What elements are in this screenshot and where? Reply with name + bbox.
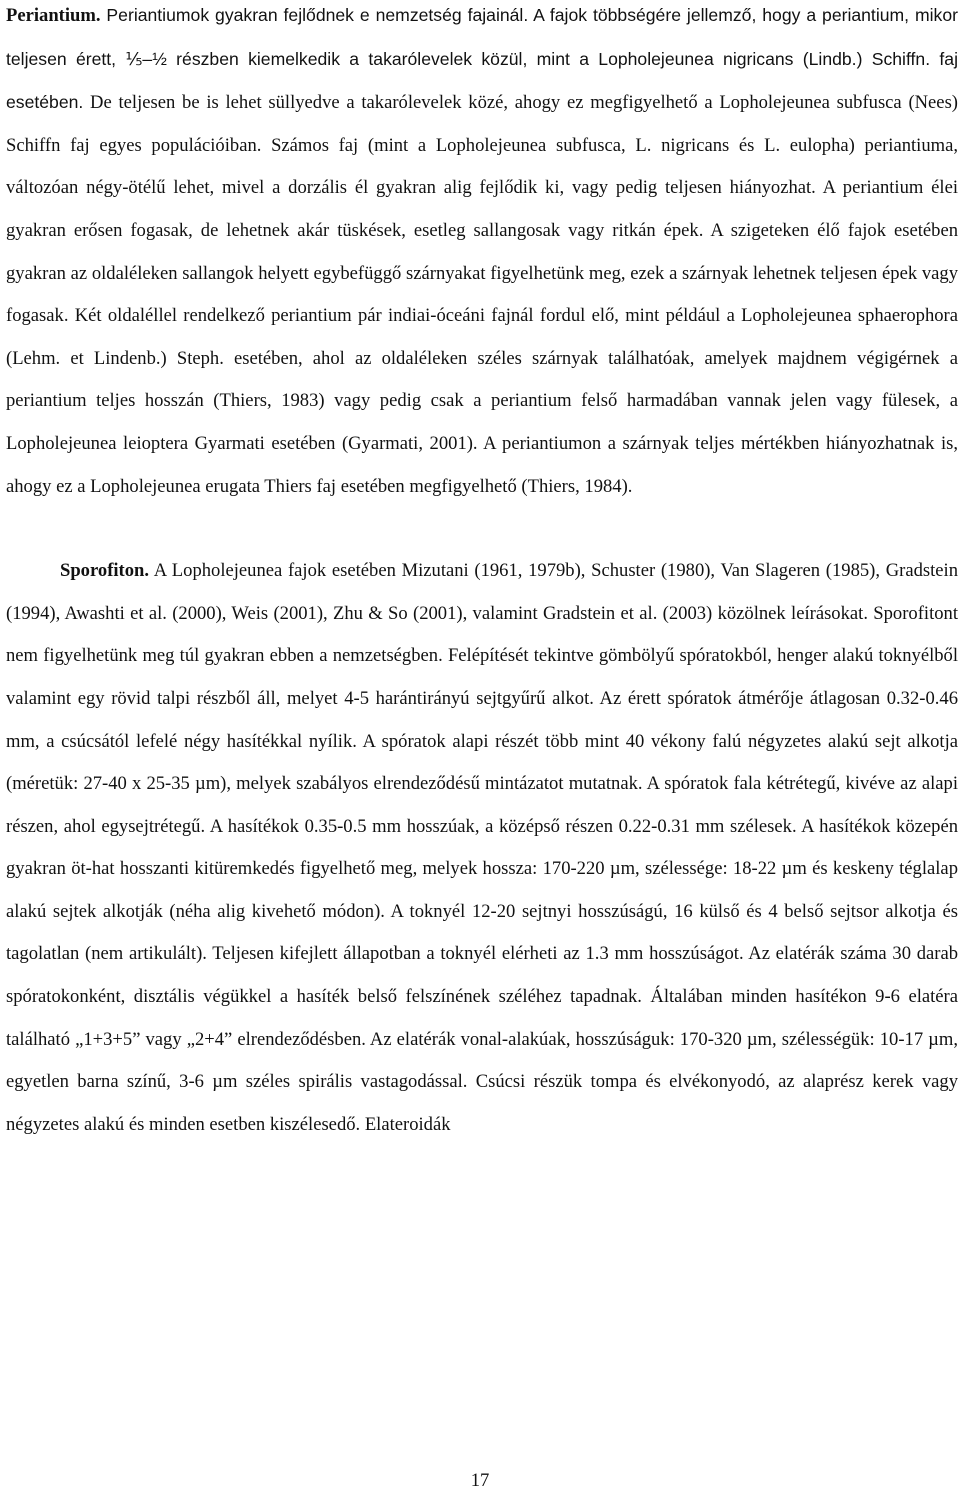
periantium-text-part2: De teljesen be is lehet süllyedve a takarólevelek közé, ahogy ez megfigyelhető a Lopholejeunea subfusca (Nees) Schiffn faj egyes populációiban. Számos faj (mint a Lopholejeunea subfusca, L. nigricans és L. eulopha) periantiuma, változóan négy-ötélű lehet, mivel a dorzális él gyakran alig fejlődik ki, vagy pedig teljesen hiányozhat. A periantium élei gyakran erősen fogasak, de lehetnek akár tüskések, esetleg sallangosak vagy ritkán épek. A szigeteken élő fajok esetében gyakran az oldaléleken sallangok helyett egybefüggő szárnyakat figyelhetünk meg, ezek a szárnyak lehetnek teljesen épek vagy fogasak. Két oldaléllel rendelkező periantium pár indiai-óceáni fajnál fordul elő, mint például a Lopholejeunea sphaerophora (Lehm. et Lindenb.) Steph. esetében, ahol az oldaléleken széles szárnyak találhatóak, amelyek majdnem végigérnek a periantium teljes hosszán (Thiers, 1983) vagy pedig csak a periantium felső harmadában vannak jelen vagy fülesek, a Lopholejeunea leioptera Gyarmati esetében (Gyarmati, 2001). A periantiumon a szárnyak teljes mértékben hiányozhatnak is, ahogy ez a Lopholejeunea erugata Thiers faj esetében megfigyelhető (Thiers, 1984). bbox=[6, 92, 958, 497]
page-number: 17 bbox=[470, 1470, 490, 1491]
paragraph-sporofiton bbox=[6, 550, 958, 1146]
paragraph-gap bbox=[6, 508, 958, 550]
section-heading-sporofiton: Sporofiton. bbox=[60, 560, 150, 582]
document-page bbox=[6, 0, 958, 1146]
section-heading-periantium: Periantium. bbox=[6, 5, 101, 26]
paragraph-periantium bbox=[6, 0, 958, 508]
sporofiton-text: A Lopholejeunea fajok esetében Mizutani (1961, 1979b), Schuster (1980), Van Slageren (1985), Gradstein (1994), Awashti et al. (2000), Weis (2001), Zhu & So (2001), valamint Gradstein et al. (2003) közölnek leírásokat. Sporofitont nem figyelhetünk meg túl gyakran ebben a nemzetségben. Felépítését tekintve gömbölyű spóratokból, henger alakú toknyélből valamint egy rövid talpi részből áll, melyet 4-5 harántirányú sejtgyűrű alkot. Az érett spóratok átmérője átlagosan 0.32-0.46 mm, a csúcsától lefelé négy hasítékkal nyílik. A spóratok alapi részét több mint 40 vékony falú négyzetes alakú sejt alkotja (méretük: 27-40 x 25-35 µm), melyek szabályos elrendeződésű mintázatot mutatnak. A spóratok fala kétrétegű, kivéve az alapi részen, ahol egysejtrétegű. A hasítékok 0.35-0.5 mm hosszúak, a középső részen 0.22-0.31 mm szélesek. A hasítékok közepén gyakran öt-hat hosszanti kitüremkedés figyelhető meg, melyek hossza: 170-220 µm, szélessége: 18-22 µm és keskeny téglalap alakú sejtek alkotják (néha alig kivehető módon). A toknyél 12-20 sejtnyi hosszúságú, 16 külső és 4 belső sejtsor alkotja és tagolatlan (nem artikulált). Teljesen kifejlett állapotban a toknyél elérheti az 1.3 mm hosszúságot. Az elatérák száma 30 darab spóratokonként, disztális végükkel a hasíték belső felszínének széléhez tapadnak. Általában minden hasítékon 9-6 elatéra található „1+3+5” vagy „2+4” elrendeződésben. Az elatérák vonal-alakúak, hosszúságuk: 170-320 µm, szélességük: 10-17 µm, egyetlen barna színű, 3-6 µm széles spirális vastagodással. Csúcsi részük tompa és elvékonyodó, az alaprész kerek vagy négyzetes alakú és minden esetben kiszélesedő. Elateroidák bbox=[6, 560, 958, 1135]
periantium-text-part1: Periantiumok gyakran fejlődnek e nemzetség fajainál. A fajok többségére jellemző, hogy a periantium, mikor teljesen érett, ⅕–½ részben kiemelkedik a takarólevelek közül, mint a Lopholejeunea nigricans (Lindb.) Schiffn. faj esetében. bbox=[6, 5, 958, 113]
